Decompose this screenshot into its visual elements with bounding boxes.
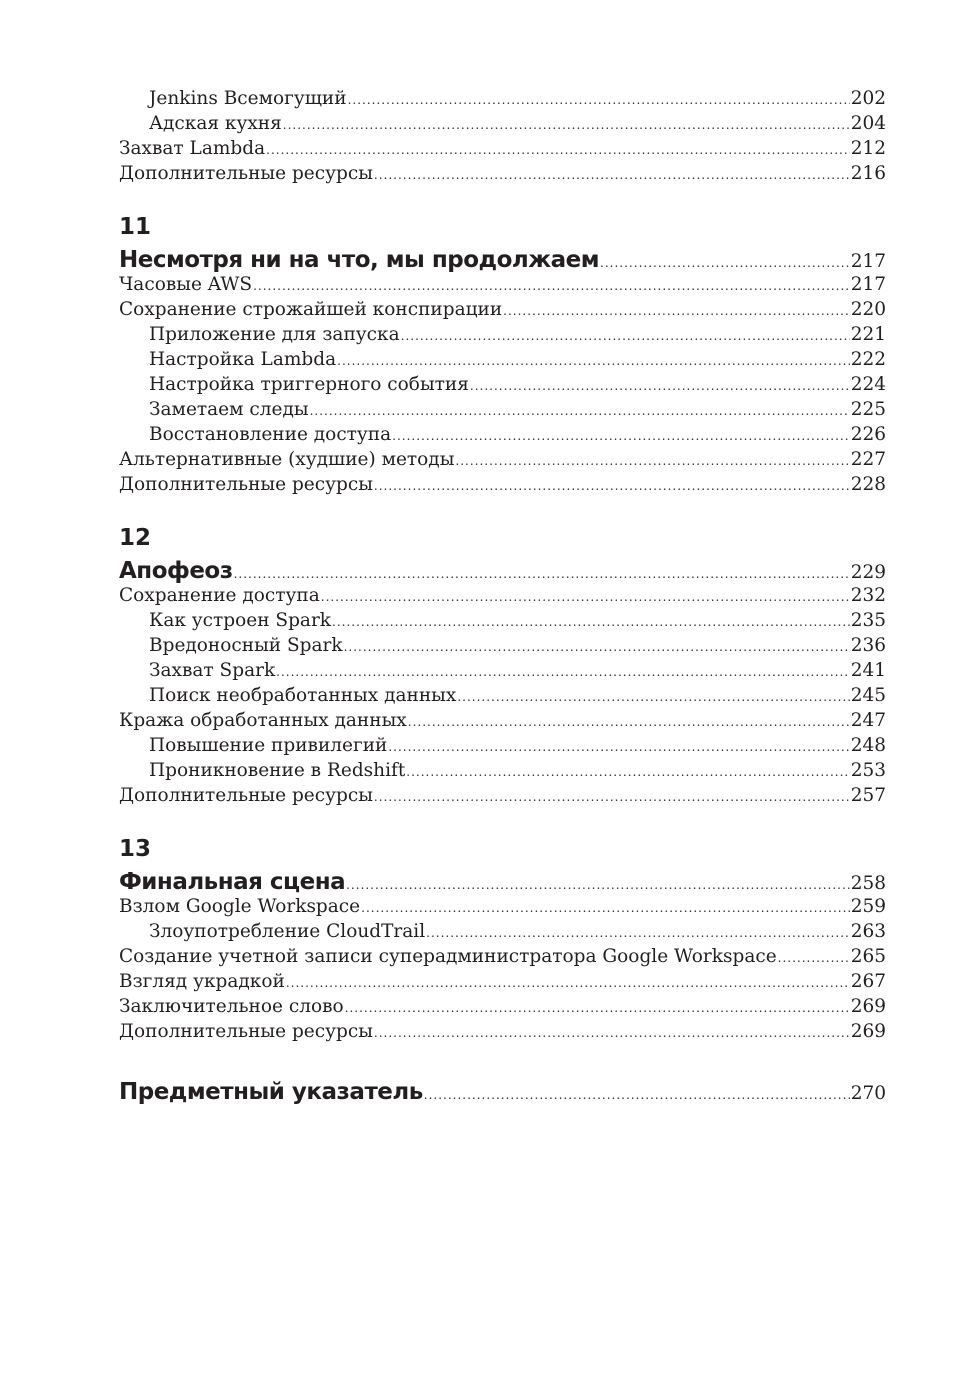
toc-entry-title: Кража обработанных данных — [119, 710, 407, 731]
toc-entry-title: Часовые AWS — [119, 274, 253, 295]
dot-leader — [345, 996, 850, 1021]
toc-entry-title: Приложение для запуска — [149, 324, 400, 345]
dot-leader — [457, 685, 849, 710]
toc-entry-page: 245 — [850, 685, 886, 706]
dot-leader — [253, 274, 850, 299]
toc-entry-page: 253 — [850, 760, 886, 781]
toc-entry[interactable] — [119, 708, 886, 733]
toc-entry-title: Поиск необработанных данных — [149, 685, 457, 706]
chapter-title: Апофеоз — [119, 558, 233, 584]
dot-leader — [348, 88, 850, 113]
dot-leader — [374, 163, 850, 188]
dot-leader — [361, 896, 850, 921]
chapter-12 — [119, 523, 886, 808]
chapter-page: 258 — [850, 873, 886, 894]
dot-leader — [424, 1077, 850, 1113]
toc-entry-page: 265 — [850, 946, 886, 967]
toc-entry-page: 220 — [850, 299, 886, 320]
toc-page — [119, 86, 886, 1110]
toc-entry-page: 212 — [850, 138, 886, 159]
toc-entry[interactable] — [119, 397, 886, 422]
toc-entry[interactable] — [119, 994, 886, 1019]
toc-entry[interactable] — [119, 86, 886, 111]
toc-entry-page: 235 — [850, 610, 886, 631]
toc-entry-page: 247 — [850, 710, 886, 731]
dot-leader — [408, 710, 850, 735]
dot-leader — [310, 399, 850, 424]
toc-entry[interactable] — [119, 322, 886, 347]
toc-entry-page: 202 — [850, 88, 886, 109]
toc-entry-title: Jenkins Всемогущий — [149, 88, 347, 109]
toc-entry-title: Проникновение в Redshift — [149, 760, 406, 781]
toc-entry-page: 248 — [850, 735, 886, 756]
toc-entry[interactable] — [119, 783, 886, 808]
toc-entry-page: 217 — [850, 274, 886, 295]
toc-entry-page: 204 — [850, 113, 886, 134]
toc-entry-title: Взгляд украдкой — [119, 971, 285, 992]
toc-entry-title: Дополнительные ресурсы — [119, 1021, 373, 1042]
toc-entry[interactable] — [119, 733, 886, 758]
toc-entry[interactable] — [119, 347, 886, 372]
toc-entry-page: 259 — [850, 896, 886, 917]
toc-entry[interactable] — [119, 272, 886, 297]
toc-entry-page: 267 — [850, 971, 886, 992]
toc-entry[interactable] — [119, 658, 886, 683]
dot-leader — [503, 299, 850, 324]
chapter-title: Несмотря ни на что, мы продолжаем — [119, 247, 600, 273]
chapter-11 — [119, 212, 886, 497]
toc-entry[interactable] — [119, 919, 886, 944]
toc-entry-page: 269 — [850, 1021, 886, 1042]
toc-entry-page: 263 — [850, 921, 886, 942]
toc-entry[interactable] — [119, 583, 886, 608]
toc-entry-page: 224 — [850, 374, 886, 395]
toc-entry-title: Захват Spark — [149, 660, 276, 681]
chapter-number: 11 — [119, 214, 152, 240]
toc-entry-page: 225 — [850, 399, 886, 420]
toc-entry-page: 236 — [850, 635, 886, 656]
toc-entry[interactable] — [119, 944, 886, 969]
toc-entry[interactable] — [119, 969, 886, 994]
toc-entry[interactable] — [119, 608, 886, 633]
toc-entry-page: 226 — [850, 424, 886, 445]
toc-entry[interactable] — [119, 758, 886, 783]
dot-leader — [778, 946, 850, 971]
toc-entry[interactable] — [119, 372, 886, 397]
dot-leader — [283, 113, 850, 138]
toc-entry-title: Настройка Lambda — [149, 349, 337, 370]
dot-leader — [426, 921, 850, 946]
toc-entry-title: Заметаем следы — [149, 399, 309, 420]
toc-entry[interactable] — [119, 894, 886, 919]
toc-entry-title: Дополнительные ресурсы — [119, 163, 373, 184]
toc-entry[interactable] — [119, 111, 886, 136]
toc-entry[interactable] — [119, 297, 886, 322]
dot-leader — [392, 424, 850, 449]
toc-entry-title: Альтернативные (худшие) методы — [119, 449, 455, 470]
toc-entry-title: Сохранение строжайшей конспирации — [119, 299, 503, 320]
toc-entry-title: Адская кухня — [149, 113, 282, 134]
dot-leader — [374, 785, 850, 810]
dot-leader — [401, 324, 850, 349]
toc-entry[interactable] — [119, 633, 886, 658]
dot-leader — [344, 635, 850, 660]
toc-entry-title: Дополнительные ресурсы — [119, 474, 373, 495]
dot-leader — [388, 735, 849, 760]
dot-leader — [286, 971, 850, 996]
chapter-title: Финальная сцена — [119, 869, 346, 895]
dot-leader — [406, 760, 849, 785]
toc-entry-page: 269 — [850, 996, 886, 1017]
dot-leader — [321, 585, 850, 610]
toc-entry[interactable] — [119, 161, 886, 186]
index-title: Предметный указатель — [119, 1079, 423, 1105]
dot-leader — [455, 449, 849, 474]
toc-entry-title: Создание учетной записи суперадминистратора Google Workspace — [119, 946, 777, 967]
toc-entry-title: Вредоносный Spark — [149, 635, 343, 656]
toc-entry-title: Сохранение доступа — [119, 585, 320, 606]
toc-entry-page: 221 — [850, 324, 886, 345]
dot-leader — [266, 138, 850, 163]
toc-entry-title: Захват Lambda — [119, 138, 266, 159]
toc-entry[interactable] — [119, 447, 886, 472]
toc-entry[interactable] — [119, 1019, 886, 1044]
toc-entry[interactable] — [119, 472, 886, 497]
toc-entry-page: 216 — [850, 163, 886, 184]
toc-entry-page: 222 — [850, 349, 886, 370]
toc-entry-title: Настройка триггерного события — [149, 374, 469, 395]
toc-entry-page: 241 — [850, 660, 886, 681]
chapter-number: 12 — [119, 525, 152, 551]
toc-entry-title: Взлом Google Workspace — [119, 896, 361, 917]
dot-leader — [374, 474, 850, 499]
toc-entry[interactable] — [119, 422, 886, 447]
toc-entry-title: Дополнительные ресурсы — [119, 785, 373, 806]
toc-entry-title: Повышение привилегий — [149, 735, 388, 756]
toc-entry-page: 232 — [850, 585, 886, 606]
toc-entry-title: Заключительное слово — [119, 996, 344, 1017]
dot-leader — [470, 374, 850, 399]
chapter-page: 229 — [850, 562, 886, 583]
toc-entry-page: 228 — [850, 474, 886, 495]
toc-entry-page: 257 — [850, 785, 886, 806]
chapter-page: 217 — [850, 251, 886, 272]
dot-leader — [332, 610, 850, 635]
index-entry[interactable] — [119, 1074, 886, 1110]
dot-leader — [276, 660, 850, 685]
index-page: 270 — [850, 1083, 886, 1104]
toc-entry-page: 227 — [850, 449, 886, 470]
chapter-number: 13 — [119, 836, 152, 862]
toc-entry[interactable] — [119, 136, 886, 161]
toc-entry-title: Как устроен Spark — [149, 610, 332, 631]
toc-entry-title: Восстановление доступа — [149, 424, 392, 445]
toc-entry[interactable] — [119, 683, 886, 708]
toc-entry-title: Злоупотребление CloudTrail — [149, 921, 426, 942]
dot-leader — [337, 349, 850, 374]
chapter-13 — [119, 834, 886, 1044]
dot-leader — [374, 1021, 850, 1046]
